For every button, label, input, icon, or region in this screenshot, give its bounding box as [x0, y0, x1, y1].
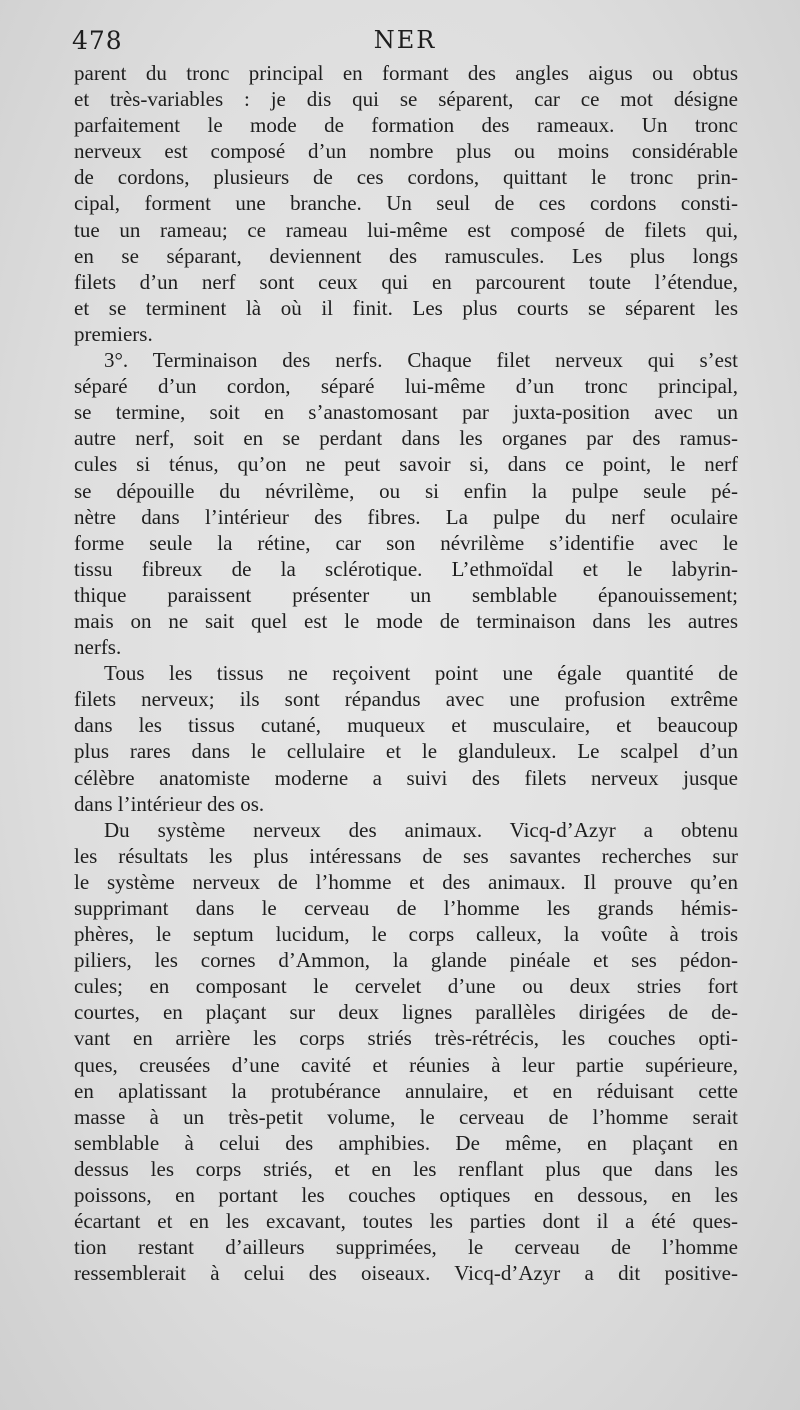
text-line: se termine, soit en s’anastomosant par juxta-position avec un: [74, 400, 738, 425]
text-line: nerveux est composé d’un nombre plus ou moins considérable: [74, 139, 738, 164]
text-line: poissons, en portant les couches optiques en dessous, en les: [74, 1183, 738, 1208]
text-line: célèbre anatomiste moderne a suivi des filets nerveux jusque: [74, 765, 738, 790]
text-line: Tous les tissus ne reçoivent point une égale quantité de: [104, 661, 738, 686]
text-line: de cordons, plusieurs de ces cordons, quittant le tronc prin-: [74, 165, 738, 190]
text-line: se dépouille du névrilème, ou si enfin la pulpe seule pé-: [74, 478, 738, 503]
text-line: parfaitement le mode de formation des rameaux. Un tronc: [74, 113, 738, 138]
text-line: cules; en composant le cervelet d’une ou deux stries fort: [74, 974, 738, 999]
text-line: piliers, les cornes d’Ammon, la glande pinéale et ses pédon-: [74, 948, 738, 973]
text-line: forme seule la rétine, car son névrilème s’identifie avec le: [74, 530, 738, 555]
text-line: Du système nerveux des animaux. Vicq-d’Azyr a obtenu: [104, 817, 738, 842]
text-line: dans les tissus cutané, muqueux et musculaire, et beaucoup: [74, 713, 738, 738]
text-line: mais on ne sait quel est le mode de terminaison dans les autres: [74, 608, 738, 633]
text-line: nerfs.: [74, 635, 122, 660]
text-line: et se terminent là où il finit. Les plus courts se séparent les: [74, 295, 738, 320]
text-line: et très-variables : je dis qui se séparent, car ce mot désigne: [74, 87, 738, 112]
text-line: filets nerveux; ils sont répandus avec une profusion extrême: [74, 687, 738, 712]
text-line: ressemblerait à celui des oiseaux. Vicq-d’Azyr a dit positive-: [74, 1261, 738, 1286]
text-line: masse à un très-petit volume, le cerveau de l’homme serait: [74, 1104, 738, 1129]
text-line: thique paraissent présenter un semblable épanouissement;: [74, 582, 738, 607]
text-line: tion restant d’ailleurs supprimées, le cerveau de l’homme: [74, 1235, 738, 1260]
text-line: tissu fibreux de la sclérotique. L’ethmoïdal et le labyrin-: [74, 556, 738, 581]
text-line: ques, creusées d’une cavité et réunies à leur partie supérieure,: [74, 1052, 738, 1077]
text-line: dans l’intérieur des os.: [74, 791, 265, 816]
text-line: tue un rameau; ce rameau lui-même est composé de filets qui,: [74, 217, 738, 242]
body-text: [74, 60, 738, 1286]
text-line: premiers.: [74, 321, 153, 346]
text-line: cules si ténus, qu’on ne peut savoir si, dans ce point, le nerf: [74, 452, 738, 477]
text-line: parent du tronc principal en formant des angles aigus ou obtus: [74, 61, 738, 85]
page-number: 478: [72, 26, 123, 55]
text-line: phères, le septum lucidum, le corps calleux, la voûte à trois: [74, 922, 738, 947]
text-line: vant en arrière les corps striés très-rétrécis, les couches opti-: [74, 1026, 738, 1051]
text-line: semblable à celui des amphibies. De même, en plaçant en: [74, 1130, 738, 1155]
text-line: écartant et en les excavant, toutes les parties dont il a été ques-: [74, 1209, 738, 1234]
text-line: dessus les corps striés, et en les renflant plus que dans les: [74, 1156, 738, 1181]
text-line: 3°. Terminaison des nerfs. Chaque filet nerveux qui s’est: [104, 348, 738, 373]
text-line: nètre dans l’intérieur des fibres. La pulpe du nerf oculaire: [74, 504, 738, 529]
text-line: le système nerveux de l’homme et des animaux. Il prouve qu’en: [74, 869, 738, 894]
text-line: filets d’un nerf sont ceux qui en parcourent toute l’étendue,: [74, 269, 738, 294]
running-head: NER: [373, 26, 437, 54]
text-line: autre nerf, soit en se perdant dans les organes par des ramus-: [74, 426, 738, 451]
text-line: en se séparant, deviennent des ramuscules. Les plus longs: [74, 243, 738, 268]
text-line: en aplatissant la protubérance annulaire, et en réduisant cette: [74, 1078, 738, 1103]
text-line: séparé d’un cordon, séparé lui-même d’un tronc principal,: [74, 374, 738, 399]
text-line: plus rares dans le cellulaire et le glanduleux. Le scalpel d’un: [74, 739, 738, 764]
text-line: cipal, forment une branche. Un seul de ces cordons consti-: [74, 191, 738, 216]
text-line: supprimant dans le cerveau de l’homme les grands hémis-: [74, 896, 738, 920]
text-line: courtes, en plaçant sur deux lignes parallèles dirigées de de-: [74, 1000, 738, 1025]
text-line: les résultats les plus intéressans de ses savantes recherches sur: [74, 843, 738, 868]
